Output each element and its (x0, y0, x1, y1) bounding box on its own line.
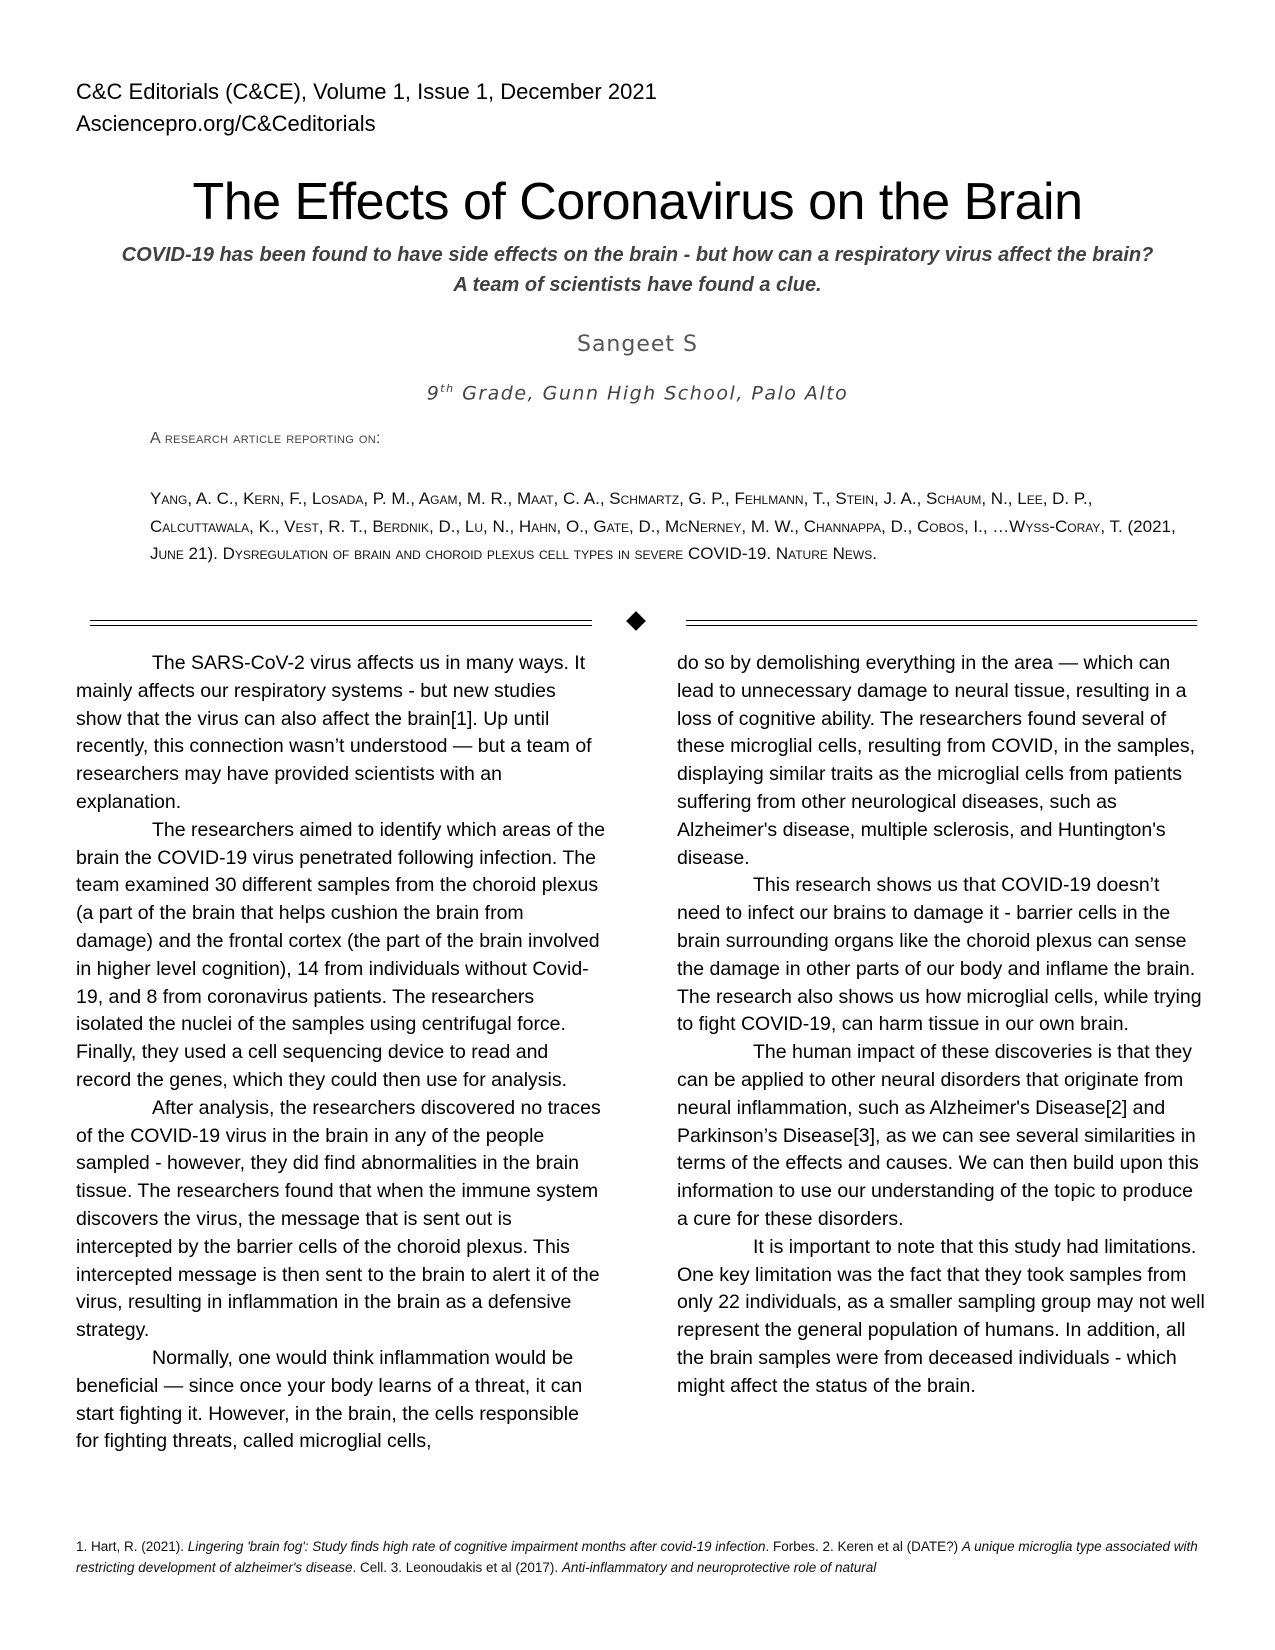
section-divider-left (90, 620, 592, 626)
body-paragraph: The human impact of these discoveries is that they can be applied to other neural disorders that originate from neural inflammation, such as Alzheimer's Disease[2] and Parkinson’s Disease[3], as we can see several similarities in terms of the effects and causes. We can then build upon this information to use our understanding of the topic to produce a cure for these disorders. (677, 1041, 1199, 1230)
subtitle-line-2: A team of scientists have found a clue. (453, 274, 822, 296)
source-citation: Yang, A. C., Kern, F., Losada, P. M., Agam, M. R., Maat, C. A., Schmartz, G. P., Fehlmann, T., Stein, J. A., Schaum, N., Lee, D. P., Calcuttawala, K., Vest, R. T., Berdnik, D., Lu, N., Hahn, O., Gate, D., McNerney, M. W., Channappa, D., Cobos, I., …Wyss-Coray, T. (2021, June 21). Dysregulation of brain and choroid plexus cell types in severe COVID-19. Nature News. (150, 489, 1176, 563)
body-column-left (76, 650, 606, 1456)
body-paragraph: This research shows us that COVID-19 doesn’t need to infect our brains to damage it - barrier cells in the brain surrounding organs like the choroid plexus can sense the damage in other parts of our body and inflame the brain. The research also shows us how microglial cells, while trying to fight COVID-19, can harm tissue in our own brain. (677, 874, 1202, 1036)
body-paragraph: It is important to note that this study had limitations. One key limitation was the fact that they took samples from only 22 individuals, as a smaller sampling group may not well represent the general population of humans. In addition, all the brain samples were from deceased individuals - which might affect the status of the brain. (677, 1235, 1205, 1397)
body-paragraph-continuation: do so by demolishing everything in the area — which can lead to unnecessary damage to neural tissue, resulting in a loss of cognitive ability. The researchers found several of these microglial cells, resulting from COVID, in the samples, displaying similar traits as the microglial cells from patients suffering from other neurological diseases, such as Alzheimer's disease, multiple sclerosis, and Huntington's disease. (677, 652, 1196, 869)
journal-url: Asciencepro.org/C&Ceditorials (76, 111, 376, 136)
body-paragraph: Normally, one would think inflammation would be beneficial — since once your body learns of a threat, it can start fighting it. However, in the brain, the cells responsible for fighting threats, called microglial cells, (76, 1346, 583, 1453)
affiliation-school: Grade, Gunn High School, Palo Alto (454, 382, 849, 405)
author-affiliation (0, 382, 1275, 404)
reporting-label: A research article reporting on: (150, 430, 381, 447)
reference-3-title: Anti-inflammatory and neuroprotective role of natural (561, 1560, 877, 1575)
reference-1-prefix: 1. Hart, R. (2021). (76, 1539, 188, 1554)
reference-2-title: A unique microglia type associated with restricting development of alzheimer's disease (76, 1539, 1198, 1575)
body-paragraph: The SARS-CoV-2 virus affects us in many ways. It mainly affects our respiratory systems - but new studies show that the virus can also affect the brain[1]. Up until recently, this connection wasn’t understood — but a team of researchers may have provided scientists with an explanation. (76, 652, 592, 813)
affiliation-grade-number: 9 (426, 382, 441, 405)
section-divider-right (686, 620, 1197, 626)
affiliation-grade-suffix: th (440, 382, 455, 395)
journal-header (76, 76, 657, 140)
body-paragraph: The researchers aimed to identify which areas of the brain the COVID-19 virus penetrated following infection. The team examined 30 different samples from the choroid plexus (a part of the brain that helps cushion the brain from damage) and the frontal cortex (the part of the brain involved in higher level cognition), 14 from individuals without Covid-19, and 8 from coronavirus patients. The researchers isolated the nuclei of the samples using centrifugal force. Finally, they used a cell sequencing device to read and record the genes, which they could then use for analysis. (76, 818, 606, 1091)
reference-3-prefix: . Cell. 3. Leonoudakis et al (2017). (352, 1560, 562, 1575)
article-title: The Effects of Coronavirus on the Brain (192, 173, 1083, 231)
body-paragraph: After analysis, the researchers discovered no traces of the COVID-19 virus in the brain in any of the people sampled - however, they did find abnormalities in the brain tissue. The researchers found that when the immune system discovers the virus, the message that is sent out is intercepted by the barrier cells of the choroid plexus. This intercepted message is then sent to the brain to alert it of the virus, resulting in inflammation in the brain as a defensive strategy. (76, 1096, 601, 1342)
reference-2-prefix: . Forbes. 2. Keren et al (DATE?) (765, 1539, 962, 1554)
divider-diamond-icon (626, 611, 646, 631)
body-column-right (677, 650, 1207, 1401)
subtitle-line-1: COVID-19 has been found to have side effects on the brain - but how can a respiratory virus affect the brain? (121, 244, 1154, 266)
reference-1-title: Lingering 'brain fog': Study finds high rate of cognitive impairment months after covid-19 infection (187, 1539, 766, 1554)
footnote-references (76, 1536, 1206, 1578)
author-name: Sangeet S (576, 332, 698, 357)
journal-line: C&C Editorials (C&CE), Volume 1, Issue 1, December 2021 (76, 79, 657, 104)
article-subtitle (60, 240, 1215, 300)
